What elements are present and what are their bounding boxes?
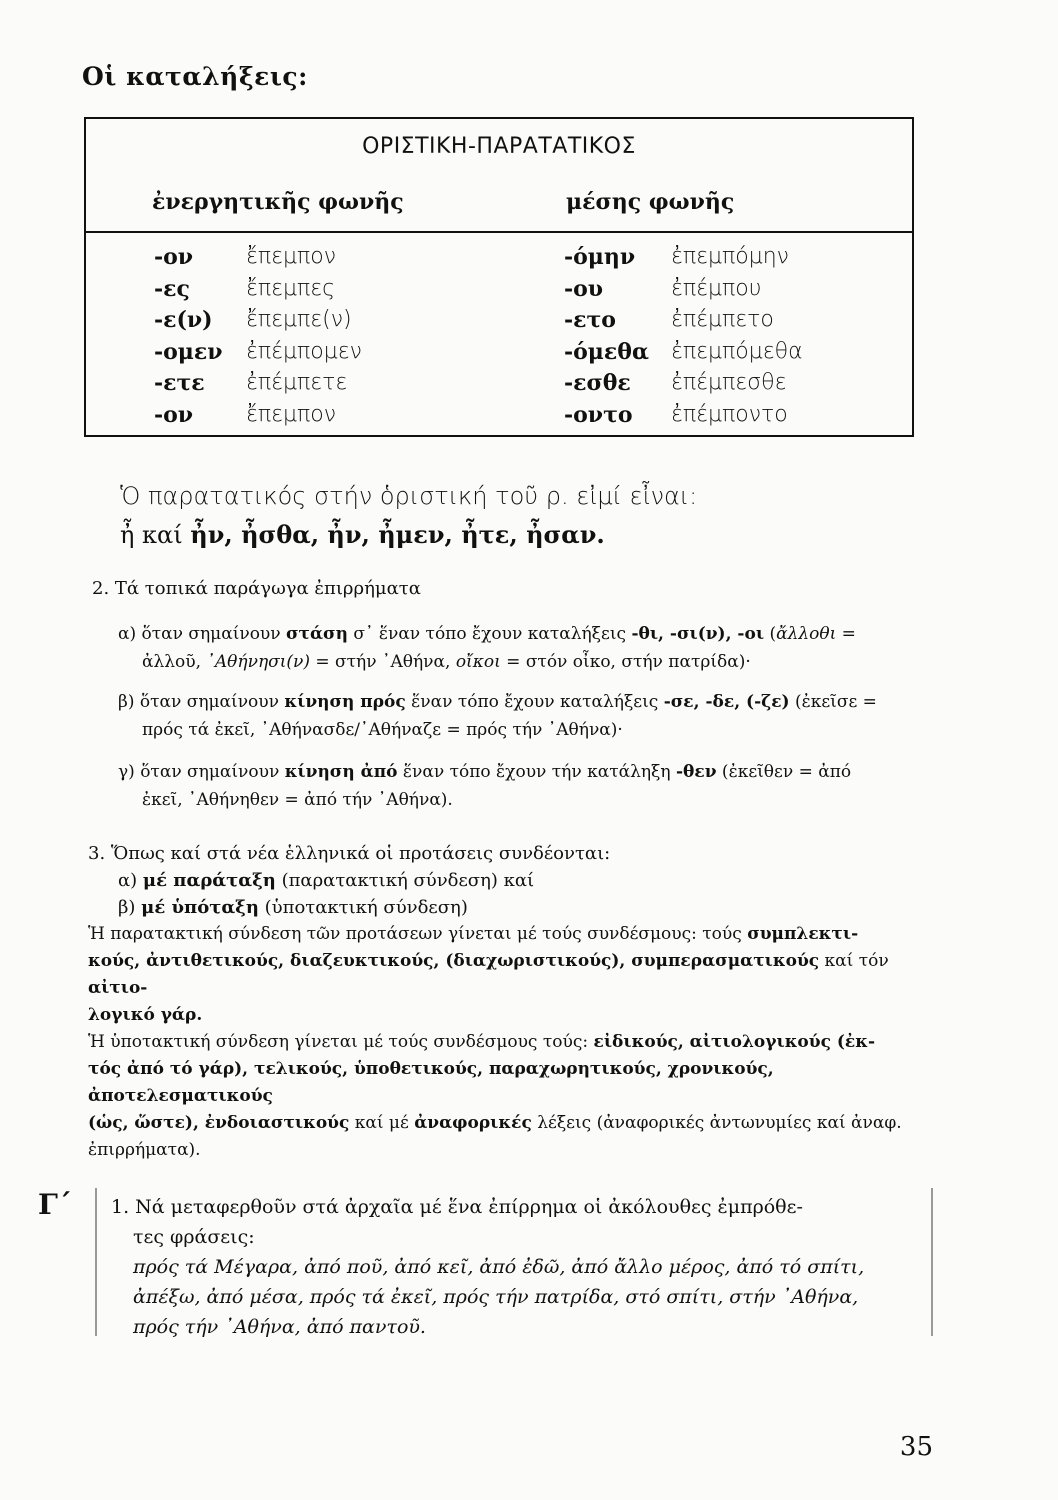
keyword: αἰτιο- xyxy=(88,978,148,998)
middle-ending: -όμην xyxy=(564,244,636,270)
active-form: ἔπεμπες xyxy=(246,275,336,301)
imperfect-prefix: ἦ καί xyxy=(120,521,183,549)
text: λέξεις (ἀναφορικές ἀντωνυμίες καί ἀναφ. xyxy=(531,1113,902,1133)
section-3-p2-line-4: ἐπιρρήματα). xyxy=(88,1140,201,1160)
section-2b-line-2: πρός τά ἐκεῖ, ᾽Αθήνασδε/᾽Αθήναζε = πρός τήν ᾽Αθήνα)· xyxy=(142,720,623,740)
active-ending: -ον xyxy=(154,401,194,428)
text: Ἡ παρατακτική σύνδεση τῶν προτάσεων γίνεται μέ τούς συνδέσμους: τούς xyxy=(88,924,748,944)
section-3-p1-line-2 xyxy=(88,948,933,1002)
active-ending: -ομεν xyxy=(154,338,223,365)
table-row xyxy=(86,276,912,308)
exercise-line-1: 1. Νά μεταφερθοῦν στά ἀρχαῖα μέ ἕνα ἐπίρρημα οἱ ἀκόλουθες ἐμπρόθε- xyxy=(111,1196,803,1218)
text: Ἡ ὑποτακτική σύνδεση γίνεται μέ τούς συνδέσμους τούς: xyxy=(88,1032,594,1052)
exercise-box xyxy=(95,1188,933,1336)
keyword: συμπλεκτι- xyxy=(747,924,859,944)
example: ἄλλοθι xyxy=(776,624,837,644)
table-row xyxy=(86,370,912,402)
text: = στήν ᾽Αθήνα, xyxy=(310,652,456,672)
conjugation-table xyxy=(84,117,914,437)
table-divider xyxy=(86,231,912,233)
section-3-p1-line-1 xyxy=(88,921,933,948)
section-2c-line-1 xyxy=(118,758,928,786)
text: ἀλλοῦ, xyxy=(142,652,207,672)
middle-form: ἐπέμπετο xyxy=(671,307,774,332)
section-3-p2-line-3 xyxy=(88,1110,933,1137)
section-3 xyxy=(88,840,933,1164)
text: = στόν οἶκο, στήν πατρίδα)· xyxy=(500,652,751,672)
text: (ἐκεῖσε = xyxy=(789,692,877,712)
section-2b-line-1 xyxy=(118,688,928,716)
table-row xyxy=(86,244,912,276)
text: β) ὅταν σημαίνουν xyxy=(118,692,285,712)
page-number: 35 xyxy=(899,1432,933,1462)
section-2c-line-2: ἐκεῖ, ᾽Αθήνηθεν = ἀπό τήν ᾽Αθήνα). xyxy=(142,790,453,810)
exercise-line-4: ἀπέξω, ἀπό μέσα, πρός τά ἐκεῖ, πρός τήν πατρίδα, στό σπίτι, στήν ᾽Αθήνα, xyxy=(133,1286,859,1308)
text: σ᾽ ἕναν τόπο ἔχουν καταλήξεις xyxy=(347,624,632,644)
keyword: εἰδικούς, αἰτιολογικούς (ἐκ- xyxy=(593,1032,876,1052)
keyword: στάση xyxy=(286,624,348,644)
keyword: κίνηση πρός xyxy=(284,692,406,712)
section-3-p2-line-1 xyxy=(88,1029,933,1056)
middle-ending: -εσθε xyxy=(564,370,631,396)
text: ἕναν τόπο ἔχουν τήν κατάληξη xyxy=(397,762,676,782)
keyword: μέ ὑπόταξη xyxy=(141,897,259,918)
keyword: ἀναφορικές xyxy=(414,1113,532,1133)
example: ᾽Αθήνησι(ν) xyxy=(206,652,310,672)
middle-ending: -όμεθα xyxy=(564,338,649,365)
middle-form: ἐπέμπου xyxy=(671,275,762,301)
middle-ending: -οντο xyxy=(564,401,633,428)
middle-voice-header: μέσης φωνῆς xyxy=(566,189,735,215)
section-2-title: 2. Τά τοπικά παράγωγα ἐπιρρήματα xyxy=(92,578,421,599)
text: ἕναν τόπο ἔχουν καταλήξεις xyxy=(405,692,664,712)
keyword: (ὡς, ὥστε), ἐνδοιαστικούς xyxy=(88,1113,350,1133)
section-3a xyxy=(88,867,933,894)
table-row xyxy=(86,339,912,371)
text: ( xyxy=(764,624,777,644)
active-ending: -ετε xyxy=(154,370,205,396)
endings: -θι, -σι(ν), -οι xyxy=(631,624,765,644)
table-rows xyxy=(86,244,912,433)
section-2a-line-1 xyxy=(118,620,928,648)
section-3-p1-line-3: λογικό γάρ. xyxy=(88,1005,203,1025)
text: (παρατακτική σύνδεση) καί xyxy=(275,870,535,891)
section-2b xyxy=(118,688,928,744)
text: α) xyxy=(118,870,143,891)
middle-ending: -ου xyxy=(564,275,604,302)
table-row xyxy=(86,402,912,434)
keyword: μέ παράταξη xyxy=(142,870,276,891)
text: (ἐκεῖθεν = ἀπό xyxy=(716,762,852,782)
middle-form: ἐπέμπεσθε xyxy=(671,370,787,395)
text: α) ὅταν σημαίνουν xyxy=(118,624,286,644)
middle-form: ἐπεμπόμην xyxy=(671,244,789,269)
section-2a-line-2 xyxy=(118,648,928,676)
example: οἴκοι xyxy=(455,652,501,672)
section-2c xyxy=(118,758,928,814)
active-form: ἐπέμπομεν xyxy=(246,338,362,364)
active-voice-header: ἐνεργητικῆς φωνῆς xyxy=(152,189,404,215)
section-3b xyxy=(88,894,933,921)
exercise-content xyxy=(97,1188,931,1342)
section-2a xyxy=(118,620,928,676)
exercise-line-5: πρός τήν ᾽Αθήνα, ἀπό παντοῦ. xyxy=(133,1316,426,1338)
text: β) xyxy=(118,897,142,918)
text: γ) ὅταν σημαίνουν xyxy=(118,762,285,782)
imperfect-forms: ἦν, ἦσθα, ἦν, ἦμεν, ἦτε, ἦσαν. xyxy=(190,520,605,549)
endings: -θεν xyxy=(676,762,717,782)
exercise-label: Γ΄ xyxy=(38,1188,72,1221)
table-title: ΟΡΙΣΤΙΚΗ-ΠΑΡΑΤΑΤΙΚΟΣ xyxy=(362,134,636,159)
exercise-line-2: τες φράσεις: xyxy=(133,1226,255,1248)
section-heading: Οἱ καταλήξεις: xyxy=(82,62,308,91)
table-row xyxy=(86,307,912,339)
text: (ὑποτακτική σύνδεση) xyxy=(258,897,468,918)
active-form: ἔπεμπον xyxy=(246,244,337,269)
middle-ending: -ετο xyxy=(564,307,616,333)
text: καί τόν xyxy=(819,951,889,971)
keyword: κούς, ἀντιθετικούς, διαζευκτικούς, (διαχωριστικούς), συμπερασματικούς xyxy=(88,951,820,971)
imperfect-line-2 xyxy=(120,520,605,549)
section-3-title: 3. Ὅπως καί στά νέα ἑλληνικά οἱ προτάσεις συνδέονται: xyxy=(88,843,611,864)
endings: -σε, -δε, (-ζε) xyxy=(663,692,790,712)
middle-form: ἐπέμποντο xyxy=(671,401,788,427)
active-ending: -ον xyxy=(154,244,194,270)
active-form: ἐπέμπετε xyxy=(246,370,348,395)
active-form: ἔπεμπε(ν) xyxy=(246,307,352,332)
exercise-line-3: πρός τά Μέγαρα, ἀπό ποῦ, ἀπό κεῖ, ἀπό ἐδῶ, ἀπό ἄλλο μέρος, ἀπό τό σπίτι, xyxy=(133,1256,865,1278)
section-3-p2-line-2: τός ἀπό τό γάρ), τελικούς, ὑποθετικούς, παραχωρητικούς, χρονικούς, ἀποτελεσματικούς xyxy=(88,1059,774,1106)
active-ending: -ες xyxy=(154,275,190,302)
keyword: κίνηση ἀπό xyxy=(284,762,398,782)
active-form: ἔπεμπον xyxy=(246,401,337,427)
text: = xyxy=(836,624,856,644)
middle-form: ἐπεμπόμεθα xyxy=(671,338,803,364)
imperfect-line-1: Ὁ παρατατικός στήν ὁριστική τοῦ ρ. εἰμί εἶναι: xyxy=(120,482,698,510)
active-ending: -ε(ν) xyxy=(154,307,213,333)
text: καί μέ xyxy=(349,1113,415,1133)
